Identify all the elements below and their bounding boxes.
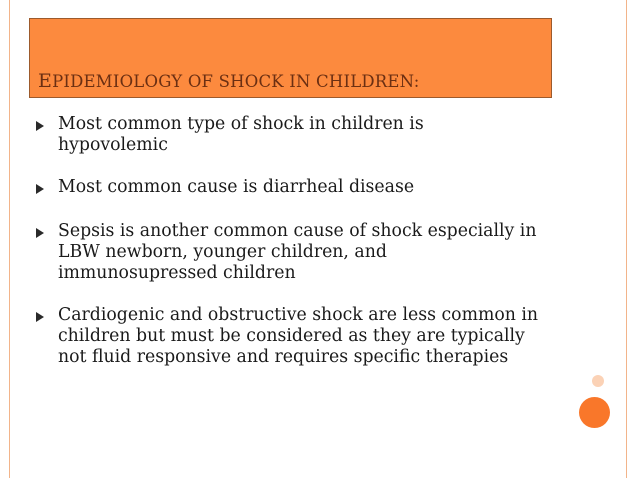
bullet-text: Sepsis is another common cause of shock especially in LBW newborn, younger children, and immunosupressed children [58,221,537,283]
decorative-dot-large [579,397,610,428]
arrow-bullet-icon [36,228,44,238]
bullet-item [36,221,556,284]
arrow-bullet-icon [36,121,44,131]
left-frame-line [9,0,10,478]
bullet-list [36,114,556,389]
bullet-item [36,177,556,198]
arrow-bullet-icon [36,184,44,194]
slide-title [38,70,419,92]
bullet-text: Most common type of shock in children is hypovolemic [58,114,424,155]
slide-title-initial: E [38,70,53,92]
bullet-item [36,114,556,156]
right-frame-line [626,0,627,478]
slide-title-rest: PIDEMIOLOGY OF SHOCK IN CHILDREN: [52,72,420,91]
arrow-bullet-icon [36,312,44,322]
bullet-text: Most common cause is diarrheal disease [58,177,415,197]
title-banner [29,18,552,98]
bullet-text: Cardiogenic and obstructive shock are less common in children but must be considered as they are typically not fluid responsive and requires specific therapies [58,305,539,367]
bullet-item [36,305,556,368]
decorative-dot-small [592,375,604,387]
